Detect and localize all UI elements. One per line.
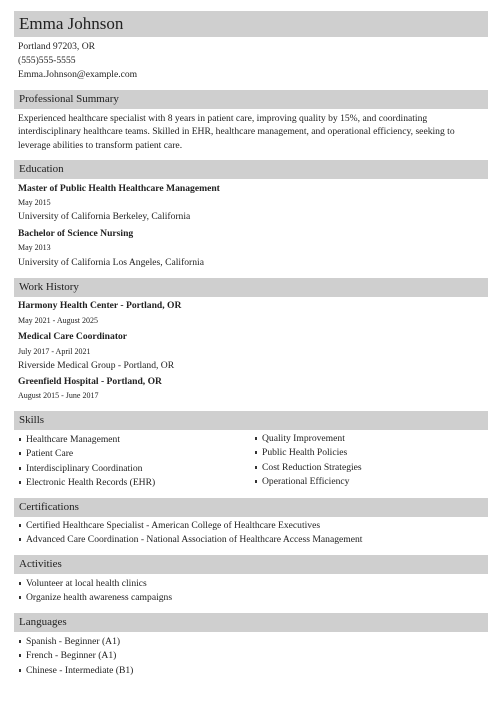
work-date: August 2015 - June 2017	[18, 391, 99, 400]
languages-list	[18, 635, 133, 678]
skill-item: Quality Improvement	[254, 432, 362, 446]
skills-list-left	[18, 433, 155, 490]
education-school: University of California Los Angeles, California	[18, 257, 204, 268]
education-school: University of California Berkeley, California	[18, 211, 191, 222]
work-organization: Riverside Medical Group - Portland, OR	[18, 360, 175, 371]
section-heading-education: Education	[14, 160, 488, 179]
address: Portland 97203, OR	[18, 41, 96, 52]
section-heading-certifications: Certifications	[14, 498, 488, 517]
education-degree: Master of Public Health Healthcare Management	[18, 183, 220, 194]
language-item: Chinese - Intermediate (B1)	[18, 664, 133, 678]
section-heading-skills: Skills	[14, 411, 488, 430]
section-heading-languages: Languages	[14, 613, 488, 632]
section-heading-work: Work History	[14, 278, 488, 297]
skill-item: Electronic Health Records (EHR)	[18, 476, 155, 490]
skill-item: Patient Care	[18, 447, 155, 461]
work-date: May 2021 - August 2025	[18, 316, 98, 325]
activity-item: Organize health awareness campaigns	[18, 591, 172, 605]
skill-item: Cost Reduction Strategies	[254, 461, 362, 475]
certifications-list	[18, 519, 362, 548]
name-header: Emma Johnson	[14, 11, 488, 37]
email: Emma.Johnson@example.com	[18, 69, 138, 80]
activities-list	[18, 577, 172, 606]
skill-item: Operational Efficiency	[254, 475, 362, 489]
language-item: Spanish - Beginner (A1)	[18, 635, 133, 649]
work-title: Medical Care Coordinator	[18, 331, 128, 342]
education-date: May 2015	[18, 198, 51, 207]
education-degree: Bachelor of Science Nursing	[18, 228, 134, 239]
skill-item: Healthcare Management	[18, 433, 155, 447]
certification-item: Certified Healthcare Specialist - American College of Healthcare Executives	[18, 519, 362, 533]
summary-text: Experienced healthcare specialist with 8 years in patient care, improving quality by 15%, and coordinating interdisciplinary healthcare teams. Skilled in EHR, healthcare management, and operational efficiency, seeking to leverage abilities to transform patient care.	[18, 113, 455, 151]
section-heading-summary: Professional Summary	[14, 90, 488, 109]
work-date: July 2017 - April 2021	[18, 347, 91, 356]
education-date: May 2013	[18, 243, 51, 252]
skills-list-right	[254, 432, 362, 489]
work-title: Greenfield Hospital - Portland, OR	[18, 376, 162, 387]
phone: (555)555-5555	[18, 55, 76, 66]
skill-item: Interdisciplinary Coordination	[18, 462, 155, 476]
certification-item: Advanced Care Coordination - National Association of Healthcare Access Management	[18, 533, 362, 547]
skill-item: Public Health Policies	[254, 446, 362, 460]
section-heading-activities: Activities	[14, 555, 488, 574]
language-item: French - Beginner (A1)	[18, 649, 133, 663]
work-title: Harmony Health Center - Portland, OR	[18, 300, 182, 311]
activity-item: Volunteer at local health clinics	[18, 577, 172, 591]
